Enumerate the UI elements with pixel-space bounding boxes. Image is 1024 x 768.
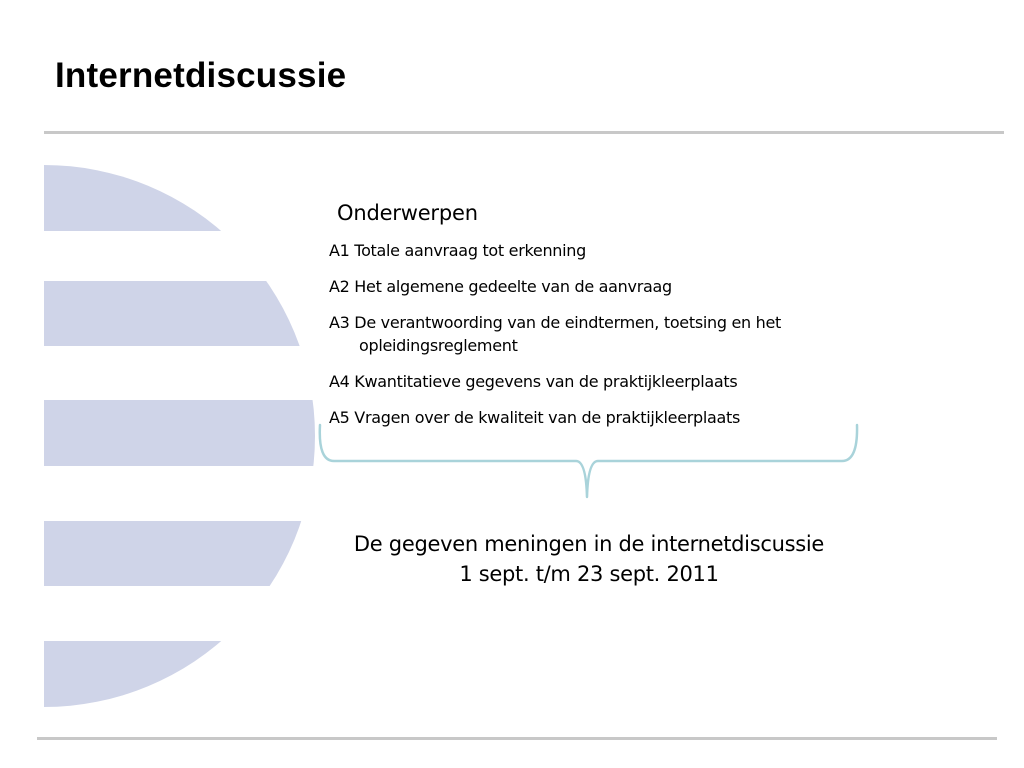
deco-stripe — [44, 400, 320, 466]
topic-item-a1: A1 Totale aanvraag tot erkenning — [329, 241, 586, 260]
deco-stripe — [44, 521, 320, 586]
deco-stripe — [44, 281, 320, 346]
slide-title: Internetdiscussie — [55, 56, 347, 95]
curly-brace — [314, 422, 864, 502]
topic-item-a5: A5 Vragen over de kwaliteit van de praktijkleerplaats — [329, 408, 741, 427]
topic-list — [329, 239, 859, 442]
topic-item-a3: A3 De verantwoording van de eindtermen, toetsing en het opleidingsreglement — [329, 313, 782, 355]
deco-stripe — [44, 641, 320, 708]
topics-heading: Onderwerpen — [337, 201, 478, 225]
conclusion-date-range: 1 sept. t/m 23 sept. 2011 — [459, 562, 719, 586]
topic-item-a4: A4 Kwantitatieve gegevens van de praktijkleerplaats — [329, 372, 738, 391]
striped-circle-decoration — [0, 0, 320, 720]
conclusion-line-1: De gegeven meningen in de internetdiscussie — [353, 532, 825, 556]
conclusion-text — [289, 529, 889, 589]
topic-item-a2: A2 Het algemene gedeelte van de aanvraag — [329, 277, 672, 296]
bottom-divider — [37, 737, 997, 740]
deco-stripe — [44, 165, 320, 231]
